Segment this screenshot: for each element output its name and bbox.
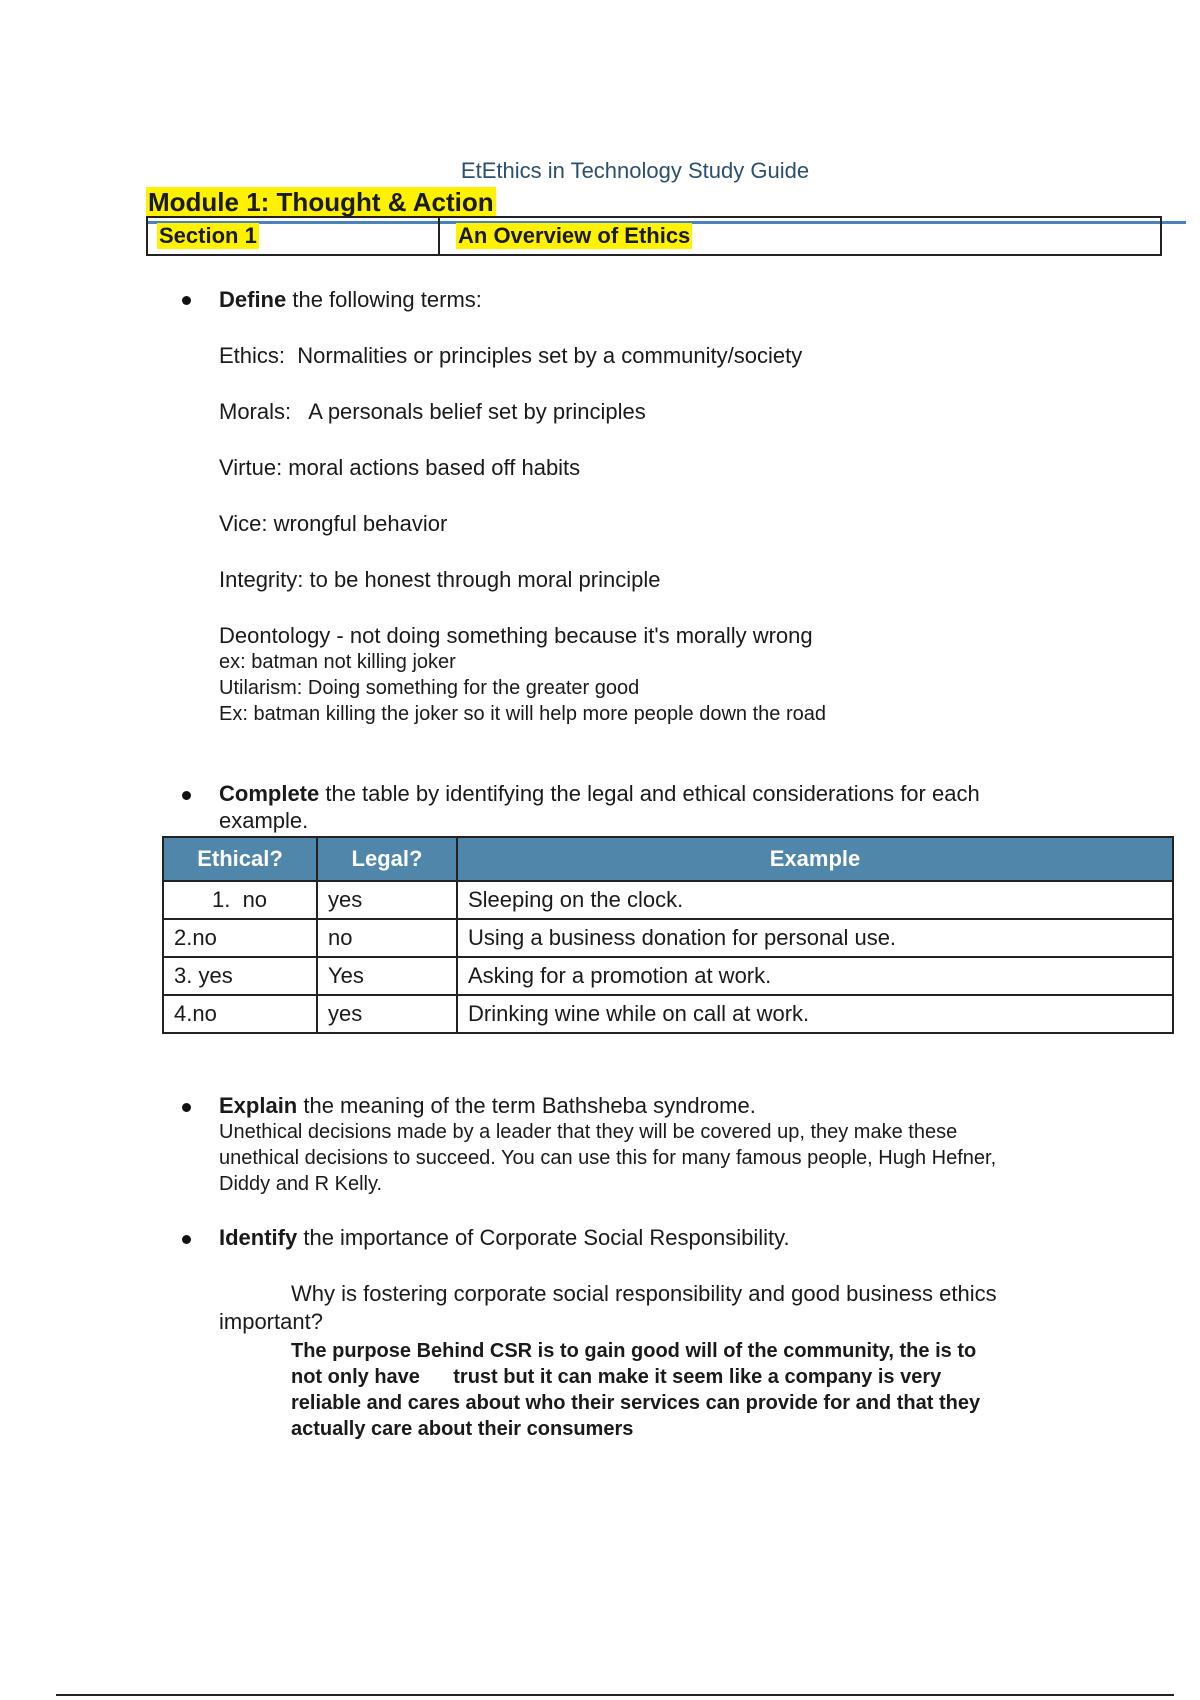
term-utilarism: Utilarism: Doing something for the greater good <box>219 677 640 699</box>
explain-answer-line3: Diddy and R Kelly. <box>219 1173 383 1195</box>
legal-cell: no <box>317 919 457 957</box>
table-row <box>163 957 1173 995</box>
explain-rest: the meaning of the term Bathsheba syndrome. <box>297 1093 756 1118</box>
ethical-cell: 4.no <box>163 995 317 1033</box>
section-number: Section 1 <box>159 223 257 248</box>
term-vice: Vice: wrongful behavior <box>219 511 448 536</box>
term-ethics: Ethics: Normalities or principles set by a community/society <box>219 343 803 368</box>
section-number-cell <box>148 218 440 254</box>
complete-prompt-line2: example. <box>219 808 309 833</box>
term-integrity: Integrity: to be honest through moral principle <box>219 567 661 592</box>
ethical-cell: 1. no <box>163 881 317 919</box>
module-title: Module 1: Thought & Action <box>148 187 494 217</box>
identify-rest: the importance of Corporate Social Responsibility. <box>297 1225 790 1250</box>
explain-prompt <box>219 1093 756 1119</box>
identify-question-line1: Why is fostering corporate social responsibility and good business ethics <box>291 1281 997 1306</box>
identify-question-line2: important? <box>219 1309 323 1334</box>
ethical-cell: 2.no <box>163 919 317 957</box>
complete-rest: the table by identifying the legal and ethical considerations for each <box>319 781 980 806</box>
section-header-box <box>146 216 1162 256</box>
define-verb: Define <box>219 287 287 312</box>
table-row <box>163 919 1173 957</box>
ethics-table <box>162 836 1174 1034</box>
csr-answer-line3: reliable and cares about who their services can provide for and that they <box>291 1392 981 1414</box>
example-cell: Using a business donation for personal use. <box>457 919 1173 957</box>
page-bottom-rule <box>56 1694 1174 1696</box>
legal-cell: yes <box>317 881 457 919</box>
explain-answer-line2: unethical decisions to succeed. You can use this for many famous people, Hugh Hefner, <box>219 1147 997 1169</box>
explain-verb: Explain <box>219 1093 298 1118</box>
identify-prompt <box>219 1225 790 1251</box>
table-header-row <box>163 837 1173 881</box>
csr-answer <box>291 1338 1081 1442</box>
section-title: An Overview of Ethics <box>458 223 691 248</box>
header-example: Example <box>457 837 1173 881</box>
example-cell: Asking for a promotion at work. <box>457 957 1173 995</box>
complete-prompt <box>219 781 1119 807</box>
legal-cell: Yes <box>317 957 457 995</box>
term-morals: Morals: A personals belief set by principles <box>219 399 646 424</box>
example-cell: Drinking wine while on call at work. <box>457 995 1173 1033</box>
example-cell: Sleeping on the clock. <box>457 881 1173 919</box>
bullet-icon <box>182 1103 191 1112</box>
bullet-icon <box>182 791 191 800</box>
csr-answer-line2: not only have trust but it can make it seem like a company is very <box>291 1366 942 1388</box>
csr-answer-line1: The purpose Behind CSR is to gain good will of the community, the is to <box>291 1340 977 1362</box>
document-title: EtEthics in Technology Study Guide <box>460 158 810 183</box>
define-prompt <box>219 287 482 313</box>
identify-verb: Identify <box>219 1225 298 1250</box>
define-rest: the following terms: <box>286 287 482 312</box>
utilarism-example: Ex: batman killing the joker so it will help more people down the road <box>219 703 826 725</box>
ethical-cell: 3. yes <box>163 957 317 995</box>
term-deontology: Deontology - not doing something because it's morally wrong <box>219 623 813 648</box>
bullet-icon <box>182 1235 191 1244</box>
explain-answer-line1: Unethical decisions made by a leader that they will be covered up, they make these <box>219 1121 958 1143</box>
header-ethical: Ethical? <box>163 837 317 881</box>
term-virtue: Virtue: moral actions based off habits <box>219 455 581 480</box>
table-row <box>163 995 1173 1033</box>
section-title-cell <box>440 218 692 254</box>
table-row <box>163 881 1173 919</box>
complete-verb: Complete <box>219 781 320 806</box>
legal-cell: yes <box>317 995 457 1033</box>
csr-answer-line4: actually care about their consumers <box>291 1418 634 1440</box>
deontology-example: ex: batman not killing joker <box>219 651 456 673</box>
bullet-icon <box>182 296 191 305</box>
header-legal: Legal? <box>317 837 457 881</box>
